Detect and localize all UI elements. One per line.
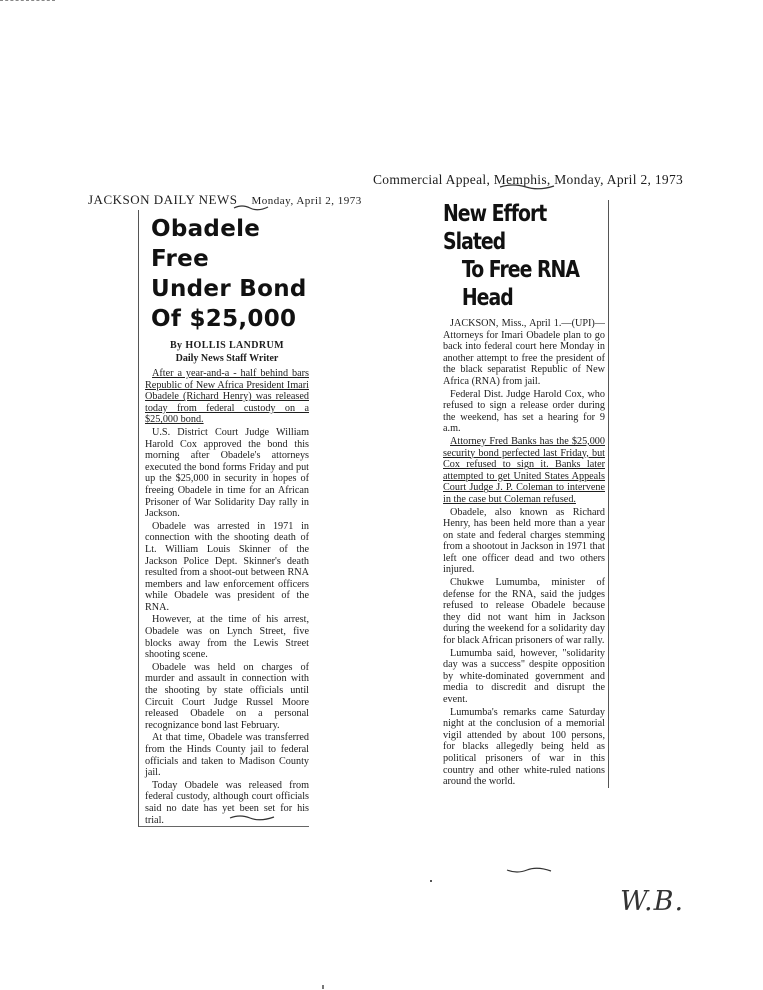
byline: By HOLLIS LANDRUM [169, 340, 285, 351]
left-column-squiggle-mark [228, 810, 278, 824]
left-paragraph: Obadele was held on charges of murder and assault in connection with the shooting by state officials until Circuit Court Judge Russel Moore released Obadele on a personal recognizance bond last February. [145, 661, 309, 731]
right-headline-line-1: New Effort Slated [443, 201, 547, 255]
left-headline-line-3: Of $25,000 [151, 306, 297, 332]
right-paragraph: Attorney Fred Banks has the $25,000 security bond perfected last Friday, but Cox refused to sign it. Banks later attempted to get United States Appeals Court Judge J. P. Coleman to intervene in the case but Coleman refused. [443, 435, 605, 505]
right-paragraph: Chukwe Lumumba, minister of defense for the RNA, said the judges refused to release Obadele because they did not want him in Jackson during the weekend for a solidarity day for black African prisoners of war rally. [443, 577, 605, 647]
right-headline-line-2: To Free RNA Head [461, 257, 579, 311]
left-clipping-header [88, 192, 362, 208]
right-paragraph: Federal Dist. Judge Harold Cox, who refused to sign a release order during the weekend, has set a hearing for 9 a.m. [443, 388, 605, 435]
staff-line: Daily News Staff Writer [175, 353, 279, 364]
right-column-squiggle-mark [505, 862, 555, 876]
left-paragraph: However, at the time of his arrest, Obadele was on Lynch Street, five blocks away from the Lewis Street shooting scene. [145, 614, 309, 661]
left-article [138, 210, 309, 827]
scan-edge-mark [0, 0, 55, 2]
left-paragraph: Obadele was arrested in 1971 in connection with the shooting death of Lt. William Louis Skinner of the Jackson Police Dept. Skinner's death resulted from a shoot-out between RNA members and law enforcement officers while Obadele was president of the RNA. [145, 520, 309, 613]
left-paragraph: Today Obadele was released from federal custody, although court officials said no date has yet been set for his trial. [145, 779, 309, 826]
handwritten-initials: W.B. [620, 886, 685, 917]
scan-speck [322, 985, 324, 989]
left-headline [151, 214, 309, 334]
right-paragraph: Obadele, also known as Richard Henry, has been held more than a year on state and federal charges stemming from a shootout in Jackson in 1971 that left one officer dead and two others injured. [443, 506, 605, 576]
left-headline-line-1: Obadele Free [151, 216, 261, 272]
right-article [443, 200, 609, 788]
right-header-squiggle-mark [498, 176, 558, 192]
right-clipping-header: Commercial Appeal, Memphis, Monday, April 2, 1973 [373, 172, 684, 187]
newspaper-name: JACKSON DAILY NEWS [88, 192, 238, 207]
right-paragraph: Lumumba's remarks came Saturday night at the conclusion of a memorial vigil attended by about 100 persons, for blacks allegedly being held as political prisoners of war in this country and other white-ruled nations around the world. [443, 706, 605, 788]
right-paragraph: Lumumba said, however, "solidarity day was a success" despite opposition by white-dominated government and media to discredit and disrupt the event. [443, 647, 605, 705]
left-headline-line-2: Under Bond [151, 276, 307, 302]
newspaper-date: Monday, April 2, 1973 [251, 195, 362, 207]
left-header-squiggle-mark [232, 190, 272, 212]
right-headline [443, 200, 607, 312]
left-paragraph: At that time, Obadele was transferred from the Hinds County jail to federal officials and taken to Madison County jail. [145, 732, 309, 779]
left-paragraph: After a year-and-a - half behind bars Republic of New Africa President Imari Obadele (Richard Henry) was released today from federal custody on a $25,000 bond. [145, 368, 309, 426]
left-paragraph: U.S. District Court Judge William Harold Cox approved the bond this morning after Obadele's attorneys executed the bond forms Friday and put up the $25,000 in security in hopes of freeing Obadele in time for an African Prisoner of War Solidarity Day rally in Jackson. [145, 426, 309, 520]
scan-speck [430, 880, 432, 882]
right-paragraph: JACKSON, Miss., April 1.—(UPI)—Attorneys for Imari Obadele plan to go back into federal court here Monday in another attempt to free the president of the black separatist Republic of New Africa (RNA) from jail. [443, 318, 605, 387]
